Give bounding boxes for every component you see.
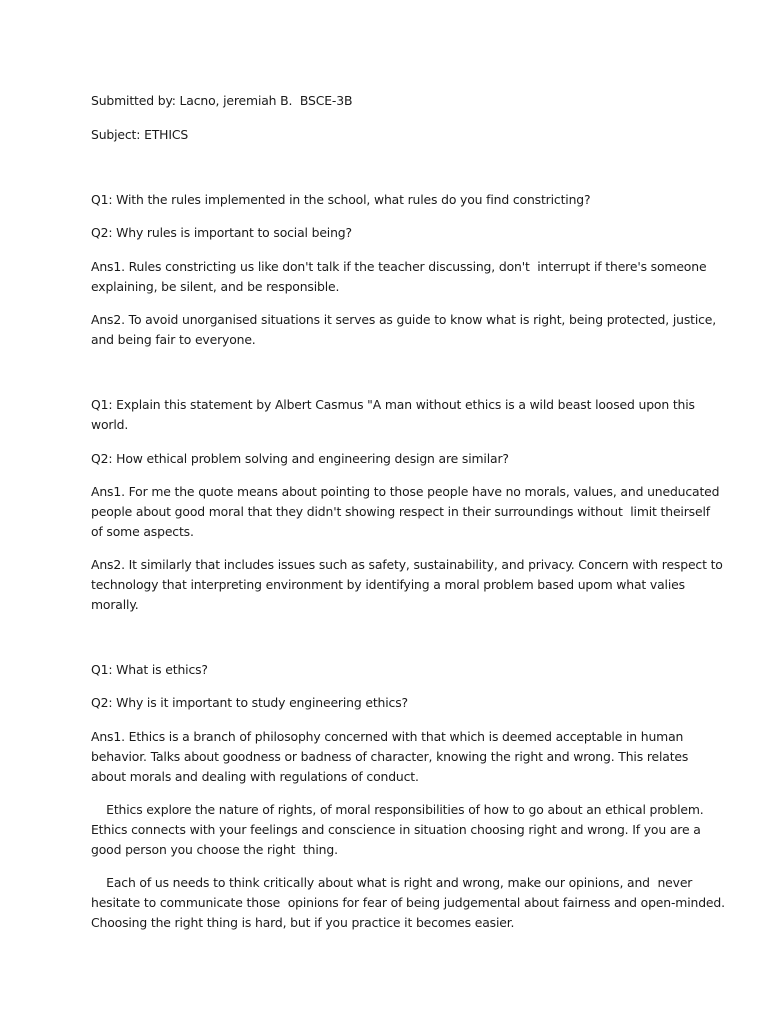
set3-paragraph-2-line: Ethics explore the nature of rights, of moral responsibilities of how to go about an ethical problem.: [91, 802, 704, 817]
set2-question-1-line: world.: [91, 417, 129, 432]
set3-answer-1-line: behavior. Talks about goodness or badness of character, knowing the right and wrong. This relates: [91, 749, 689, 764]
set2-answer-1-line: people about good moral that they didn't showing respect in their surroundings without limit theirself: [91, 504, 710, 519]
set3-question-1: Q1: What is ethics?: [91, 662, 208, 677]
set1-question-1: Q1: With the rules implemented in the school, what rules do you find constricting?: [91, 192, 591, 207]
set2-question-1-line: Q1: Explain this statement by Albert Casmus "A man without ethics is a wild beast loosed upon this: [91, 397, 695, 412]
set3-answer-1-line: Ans1. Ethics is a branch of philosophy concerned with that which is deemed acceptable in human: [91, 729, 684, 744]
set2-answer-2-line: technology that interpreting environment by identifying a moral problem based upom what valies: [91, 577, 685, 592]
set3-answer-1-line: about morals and dealing with regulations of conduct.: [91, 769, 419, 784]
set3-paragraph-3-line: hesitate to communicate those opinions for fear of being judgemental about fairness and open-minded.: [91, 895, 725, 910]
set3-paragraph-3-line: Choosing the right thing is hard, but if you practice it becomes easier.: [91, 915, 515, 930]
set2-question-2: Q2: How ethical problem solving and engineering design are similar?: [91, 451, 509, 466]
set3-paragraph-2-line: good person you choose the right thing.: [91, 842, 338, 857]
set1-answer-1-line: explaining, be silent, and be responsible.: [91, 279, 340, 294]
set2-answer-1-line: of some aspects.: [91, 524, 194, 539]
set1-answer-2-line: and being fair to everyone.: [91, 332, 256, 347]
set1-answer-1-line: Ans1. Rules constricting us like don't talk if the teacher discussing, don't interrupt if there's someone: [91, 259, 707, 274]
set2-answer-2-line: morally.: [91, 597, 139, 612]
set3-question-2: Q2: Why is it important to study engineering ethics?: [91, 695, 408, 710]
set2-answer-1-line: Ans1. For me the quote means about pointing to those people have no morals, values, and uneducated: [91, 484, 720, 499]
set3-paragraph-2-line: Ethics connects with your feelings and conscience in situation choosing right and wrong. If you are a: [91, 822, 701, 837]
set2-answer-2-line: Ans2. It similarly that includes issues such as safety, sustainability, and privacy. Concern with respect to: [91, 557, 723, 572]
set1-answer-2-line: Ans2. To avoid unorganised situations it serves as guide to know what is right, being protected, justice,: [91, 312, 717, 327]
set3-paragraph-3-line: Each of us needs to think critically about what is right and wrong, make our opinions, and never: [91, 875, 693, 890]
submitted-by-line: Submitted by: Lacno, jeremiah B. BSCE-3B: [91, 93, 353, 108]
set1-question-2: Q2: Why rules is important to social being?: [91, 225, 352, 240]
subject-line: Subject: ETHICS: [91, 127, 189, 142]
